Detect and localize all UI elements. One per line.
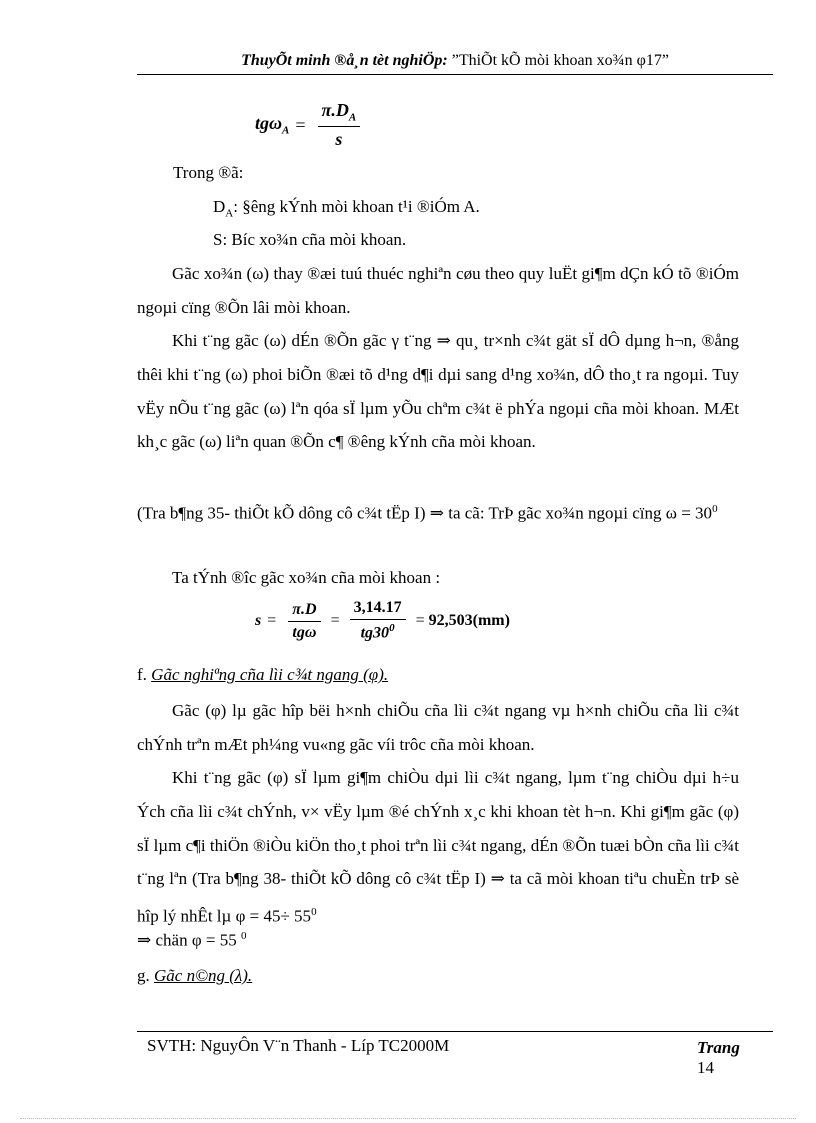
header-title-bold: ThuyÕt minh ®å¸n tèt nghiÖp: [241,52,448,69]
formula2-eq2: = [330,612,340,629]
formula2-fraction-2 [350,599,406,642]
paragraph-6: Khi t¨ng gãc (φ) sÏ lµm gi¶m chiÒu dµi lìi c¾t ngang, lµm t¨ng chiÒu dµi h÷u Ých cña lìi c¾t chÝnh, v× vËy lµm ®é chÝnh x¸c khi khoan tèt h¬n. Khi gi¶m gãc (φ) sÏ lµm c¶i thiÖn ®iÒu kiÖn tho¸t phoi trªn lìi c¾t ngang, dÉn ®Õn tuæi bÒn cña lìi c¾t t¨ng lªn (Tra b¶ng 38- thiÕt kÕ dông cô c¾t tËp I) ⇒ ta cã mòi khoan tiªu chuÈn trÞ sè hîp lý nhÊt lµ $\varphi = 45\div 55^0$ [137,768,739,926]
formula2-result: 92,503(mm) [428,612,510,629]
paragraph-1: Gãc xo¾n (ω) thay ®æi tuú thuéc nghiªn cøu theo quy luËt gi¶m dÇn kÓ tõ ®iÓm ngoµi cïng ®Õn lâi mòi khoan. [137,264,739,317]
formula2-eq3: = [415,612,425,629]
formula2-numerator-1: π.D [288,601,320,622]
paragraph-5: Gãc (φ) lµ gãc hîp bëi h×nh chiÕu cña lìi c¾t ngang vµ h×nh chiÕu cña lìi c¾t chÝnh trªn mÆt ph¼ng vu«ng gãc víi trôc cña mòi khoan. [137,701,739,754]
formula1-fraction [318,100,361,150]
paragraph-4: Ta tÝnh ®îc gãc xo¾n cña mòi khoan : [172,568,441,587]
footer-page-label: Trang [697,1038,740,1057]
formula1-denominator: s [335,128,343,149]
header-rule [137,74,773,75]
page-bottom-divider [20,1118,796,1119]
section-g-heading: g. Gãc n©ng (λ). [137,966,253,985]
formula2-denominator-1: tgω [292,623,317,641]
footer-author: SVTH: NguyÔn V¨n Thanh - Líp TC2000M [147,1036,450,1055]
formula2-fraction-1 [288,601,320,642]
formula2-lhs: s [255,612,262,629]
formula-s [255,596,510,646]
section-f-heading: f. Gãc nghiªng cña lìi c¾t ngang (φ). [137,665,389,684]
formula1-numerator: $\pi.D_A$ [318,100,361,127]
formula1-lhs: tgω$_A$ [255,113,290,137]
formula2-eq1: = [267,612,277,629]
paragraph-2: Khi t¨ng gãc (ω) dÉn ®Õn gãc γ t¨ng ⇒ qu¸ tr×nh c¾t gät sÏ dÔ dµng h¬n, ®ång thêi khi t¨ng (ω) phoi biÕn ®æi tõ d¹ng d¶i dµi sang d¹ng xo¾n, dÔ tho¸t ra ngoµi. Tuy vËy nÕu t¨ng gãc (ω) lªn qóa sÏ lµm yÕu chªm c¾t ë phÝa ngoµi cña mòi khoan. MÆt kh¸c gãc (ω) liªn quan ®Õn c¶ ®êng kÝnh cña mòi khoan. [137,331,739,452]
formula2-denominator-2: $tg30^0$ [360,622,395,642]
paragraph-7: ⇒ chän φ = 55 $^0$ [137,930,247,950]
footer-page-number: 14 [697,1058,714,1077]
formula1-equals: = [295,114,306,135]
paragraph-3: (Tra b¶ng 35- thiÕt kÕ dông cô c¾t tËp I) ⇒ ta cã: TrÞ gãc xo¾n ngoµi cïng $\omega = 30^0$ [137,503,718,523]
formula-tg-omega [255,100,366,150]
s-definition: S: Bíc xo¾n cña mòi khoan. [213,230,407,249]
da-definition: $D_A$: §êng kÝnh mòi khoan t¹i ®iÓm A. [213,197,480,220]
footer-rule [137,1031,773,1032]
trong-do-line: Trong ®ã: [173,163,244,182]
header-title-rest: ”ThiÕt kÕ mòi khoan xo¾n φ17” [447,52,669,69]
page-header [137,52,773,76]
formula2-numerator-2: 3,14.17 [350,599,406,620]
